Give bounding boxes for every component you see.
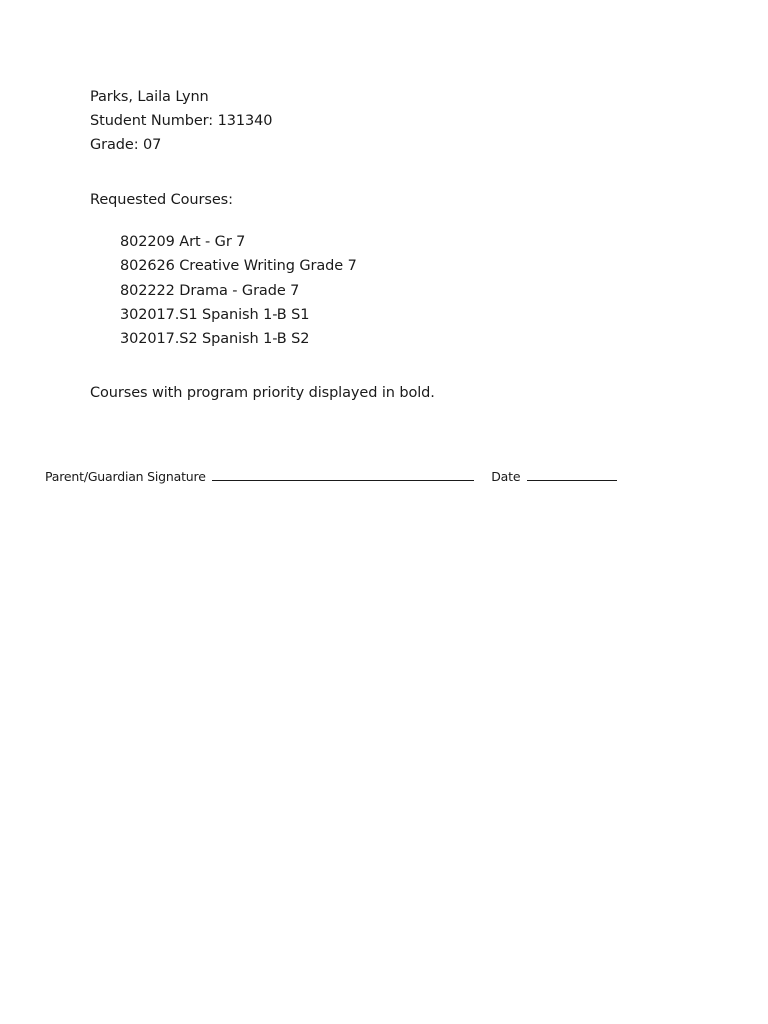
student-name: Parks, Laila Lynn: [90, 89, 209, 105]
date-label: Date: [491, 469, 521, 484]
parent-signature-line: [212, 467, 474, 481]
course-item: 302017.S1 Spanish 1-B S1: [120, 306, 310, 323]
parent-signature-label: Parent/Guardian Signature: [45, 469, 206, 484]
priority-note: Courses with program priority displayed in bold.: [90, 385, 435, 401]
date-line: [527, 467, 617, 481]
course-list: [120, 230, 357, 351]
signature-row: [45, 467, 617, 486]
course-item: 802626 Creative Writing Grade 7: [120, 258, 357, 275]
course-item: 802222 Drama - Grade 7: [120, 282, 300, 299]
requested-courses-heading: Requested Courses:: [90, 192, 233, 208]
course-item: 802209 Art - Gr 7: [120, 234, 246, 250]
student-grade: Grade: 07: [90, 137, 162, 153]
course-item: 302017.S2 Spanish 1-B S2: [120, 331, 310, 348]
student-number: Student Number: 131340: [90, 113, 273, 129]
